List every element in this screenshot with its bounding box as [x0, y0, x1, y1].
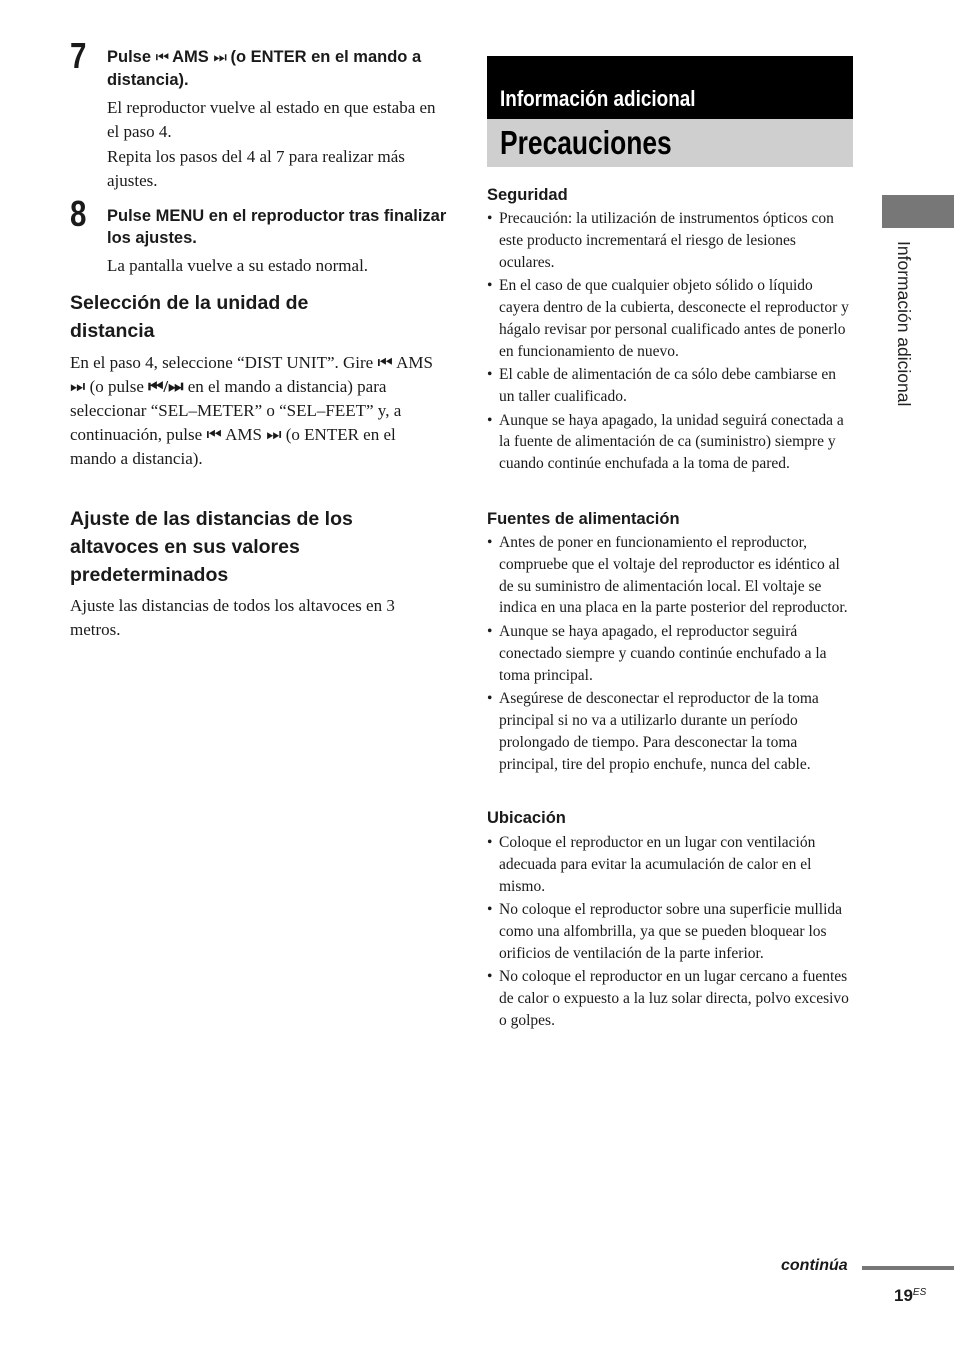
- fuentes-list: [487, 532, 855, 777]
- heading-ubicacion: Ubicación: [487, 809, 566, 827]
- page-title: Precauciones: [500, 124, 672, 161]
- step-8-para-1: La pantalla vuelve a su estado normal.: [107, 256, 369, 275]
- distance-unit-text-d: en el mando a distancia) para seleccionar “SEL–METER” o “SEL–FEET” y, a continuación, pulse: [70, 377, 402, 444]
- step-7-title-c: (o ENTER en el mando a distancia).: [107, 48, 422, 89]
- side-tab-marker: [882, 195, 954, 228]
- page-number: [894, 1282, 926, 1307]
- distance-unit-paragraph: [70, 351, 446, 471]
- side-tab-label: Información adicional: [894, 241, 914, 407]
- continued-rule: [862, 1266, 954, 1270]
- language-code: ES: [912, 1287, 927, 1298]
- list-item: • No coloque el reproductor sobre una superficie mullida como una alfombrilla, ya que se pueden bloquear los orificios de ventilación de la parte inferior.: [487, 899, 855, 964]
- seguridad-list: [487, 208, 855, 477]
- heading-distance-unit: Selección de la unidad de distancia: [70, 292, 309, 342]
- skip-prev-next-icon: ⏮/⏭: [148, 377, 184, 396]
- distance-unit-text-c: (o pulse: [85, 377, 149, 396]
- distance-unit-text-e: AMS: [221, 425, 267, 444]
- page-number-value: 19: [894, 1286, 913, 1305]
- list-item: • Precaución: la utilización de instrumentos ópticos con este producto incrementará el riesgo de lesiones oculares.: [487, 208, 855, 273]
- page-title-bar: [487, 119, 853, 167]
- next-track-icon: ⏭: [70, 377, 86, 396]
- step-7-number: 7: [70, 35, 87, 76]
- next-track-icon: ⏭: [266, 425, 282, 444]
- ubicacion-list: [487, 832, 855, 1034]
- chapter-title: Información adicional: [500, 86, 696, 111]
- list-item: • Antes de poner en funcionamiento el reproductor, compruebe que el voltaje del reproductor es idéntico al de su suministro de alimentación local. El voltaje se indica en una placa en la parte posterior del reproductor.: [487, 532, 855, 619]
- list-item: • Coloque el reproductor en un lugar con ventilación adecuada para evitar la acumulación de calor en el mismo.: [487, 832, 855, 897]
- heading-speaker-defaults: Ajuste de las distancias de los altavoces en sus valores predeterminados: [70, 508, 353, 586]
- step-8-number: 8: [70, 193, 87, 234]
- step-8-title: Pulse MENU en el reproductor tras finalizar los ajustes.: [107, 207, 447, 247]
- step-7-title: [107, 46, 447, 91]
- distance-unit-text-b: AMS: [392, 353, 433, 372]
- prev-track-icon: ⏮: [377, 353, 393, 372]
- step-7-para-1: El reproductor vuelve al estado en que estaba en el paso 4.: [107, 98, 436, 141]
- list-item: • Aunque se haya apagado, el reproductor seguirá conectado siempre y cuando continúe enchufado a la toma principal.: [487, 621, 855, 686]
- list-item: • En el caso de que cualquier objeto sólido o líquido cayera dentro de la cubierta, desconecte el reproductor y hágalo revisar por personal cualificado antes de ponerlo en funcionamiento de nuevo.: [487, 275, 855, 362]
- list-item: • El cable de alimentación de ca sólo debe cambiarse en un taller cualificado.: [487, 364, 855, 408]
- prev-track-icon: ⏮: [206, 425, 222, 444]
- distance-unit-text-a: En el paso 4, seleccione “DIST UNIT”. Gire: [70, 353, 378, 372]
- step-7-para-2: Repita los pasos del 4 al 7 para realizar más ajustes.: [107, 147, 405, 190]
- continued-label: continúa: [781, 1257, 848, 1274]
- next-track-icon: ⏭: [213, 49, 226, 66]
- step-7-title-a: Pulse: [107, 48, 156, 66]
- list-item: • No coloque el reproductor en un lugar cercano a fuentes de calor o expuesto a la luz solar directa, polvo excesivo o golpes.: [487, 966, 855, 1031]
- prev-track-icon: ⏮: [155, 49, 169, 66]
- list-item: • Aunque se haya apagado, la unidad seguirá conectada a la fuente de alimentación de ca (suministro) siempre y cuando continúe enchufada a la toma de pared.: [487, 410, 855, 475]
- distance-unit-text-f: (o ENTER en el mando a distancia).: [70, 425, 396, 468]
- step-7-title-b: AMS: [168, 48, 214, 66]
- chapter-title-bar: [487, 56, 853, 119]
- heading-fuentes: Fuentes de alimentación: [487, 510, 680, 528]
- list-item: • Asegúrese de desconectar el reproductor de la toma principal si no va a utilizarlo durante un período prolongado de tiempo. Para desconectar la toma principal, tire del propio enchufe, nunca del cable.: [487, 688, 855, 775]
- heading-seguridad: Seguridad: [487, 186, 568, 204]
- speaker-defaults-paragraph: Ajuste las distancias de todos los altavoces en 3 metros.: [70, 596, 395, 639]
